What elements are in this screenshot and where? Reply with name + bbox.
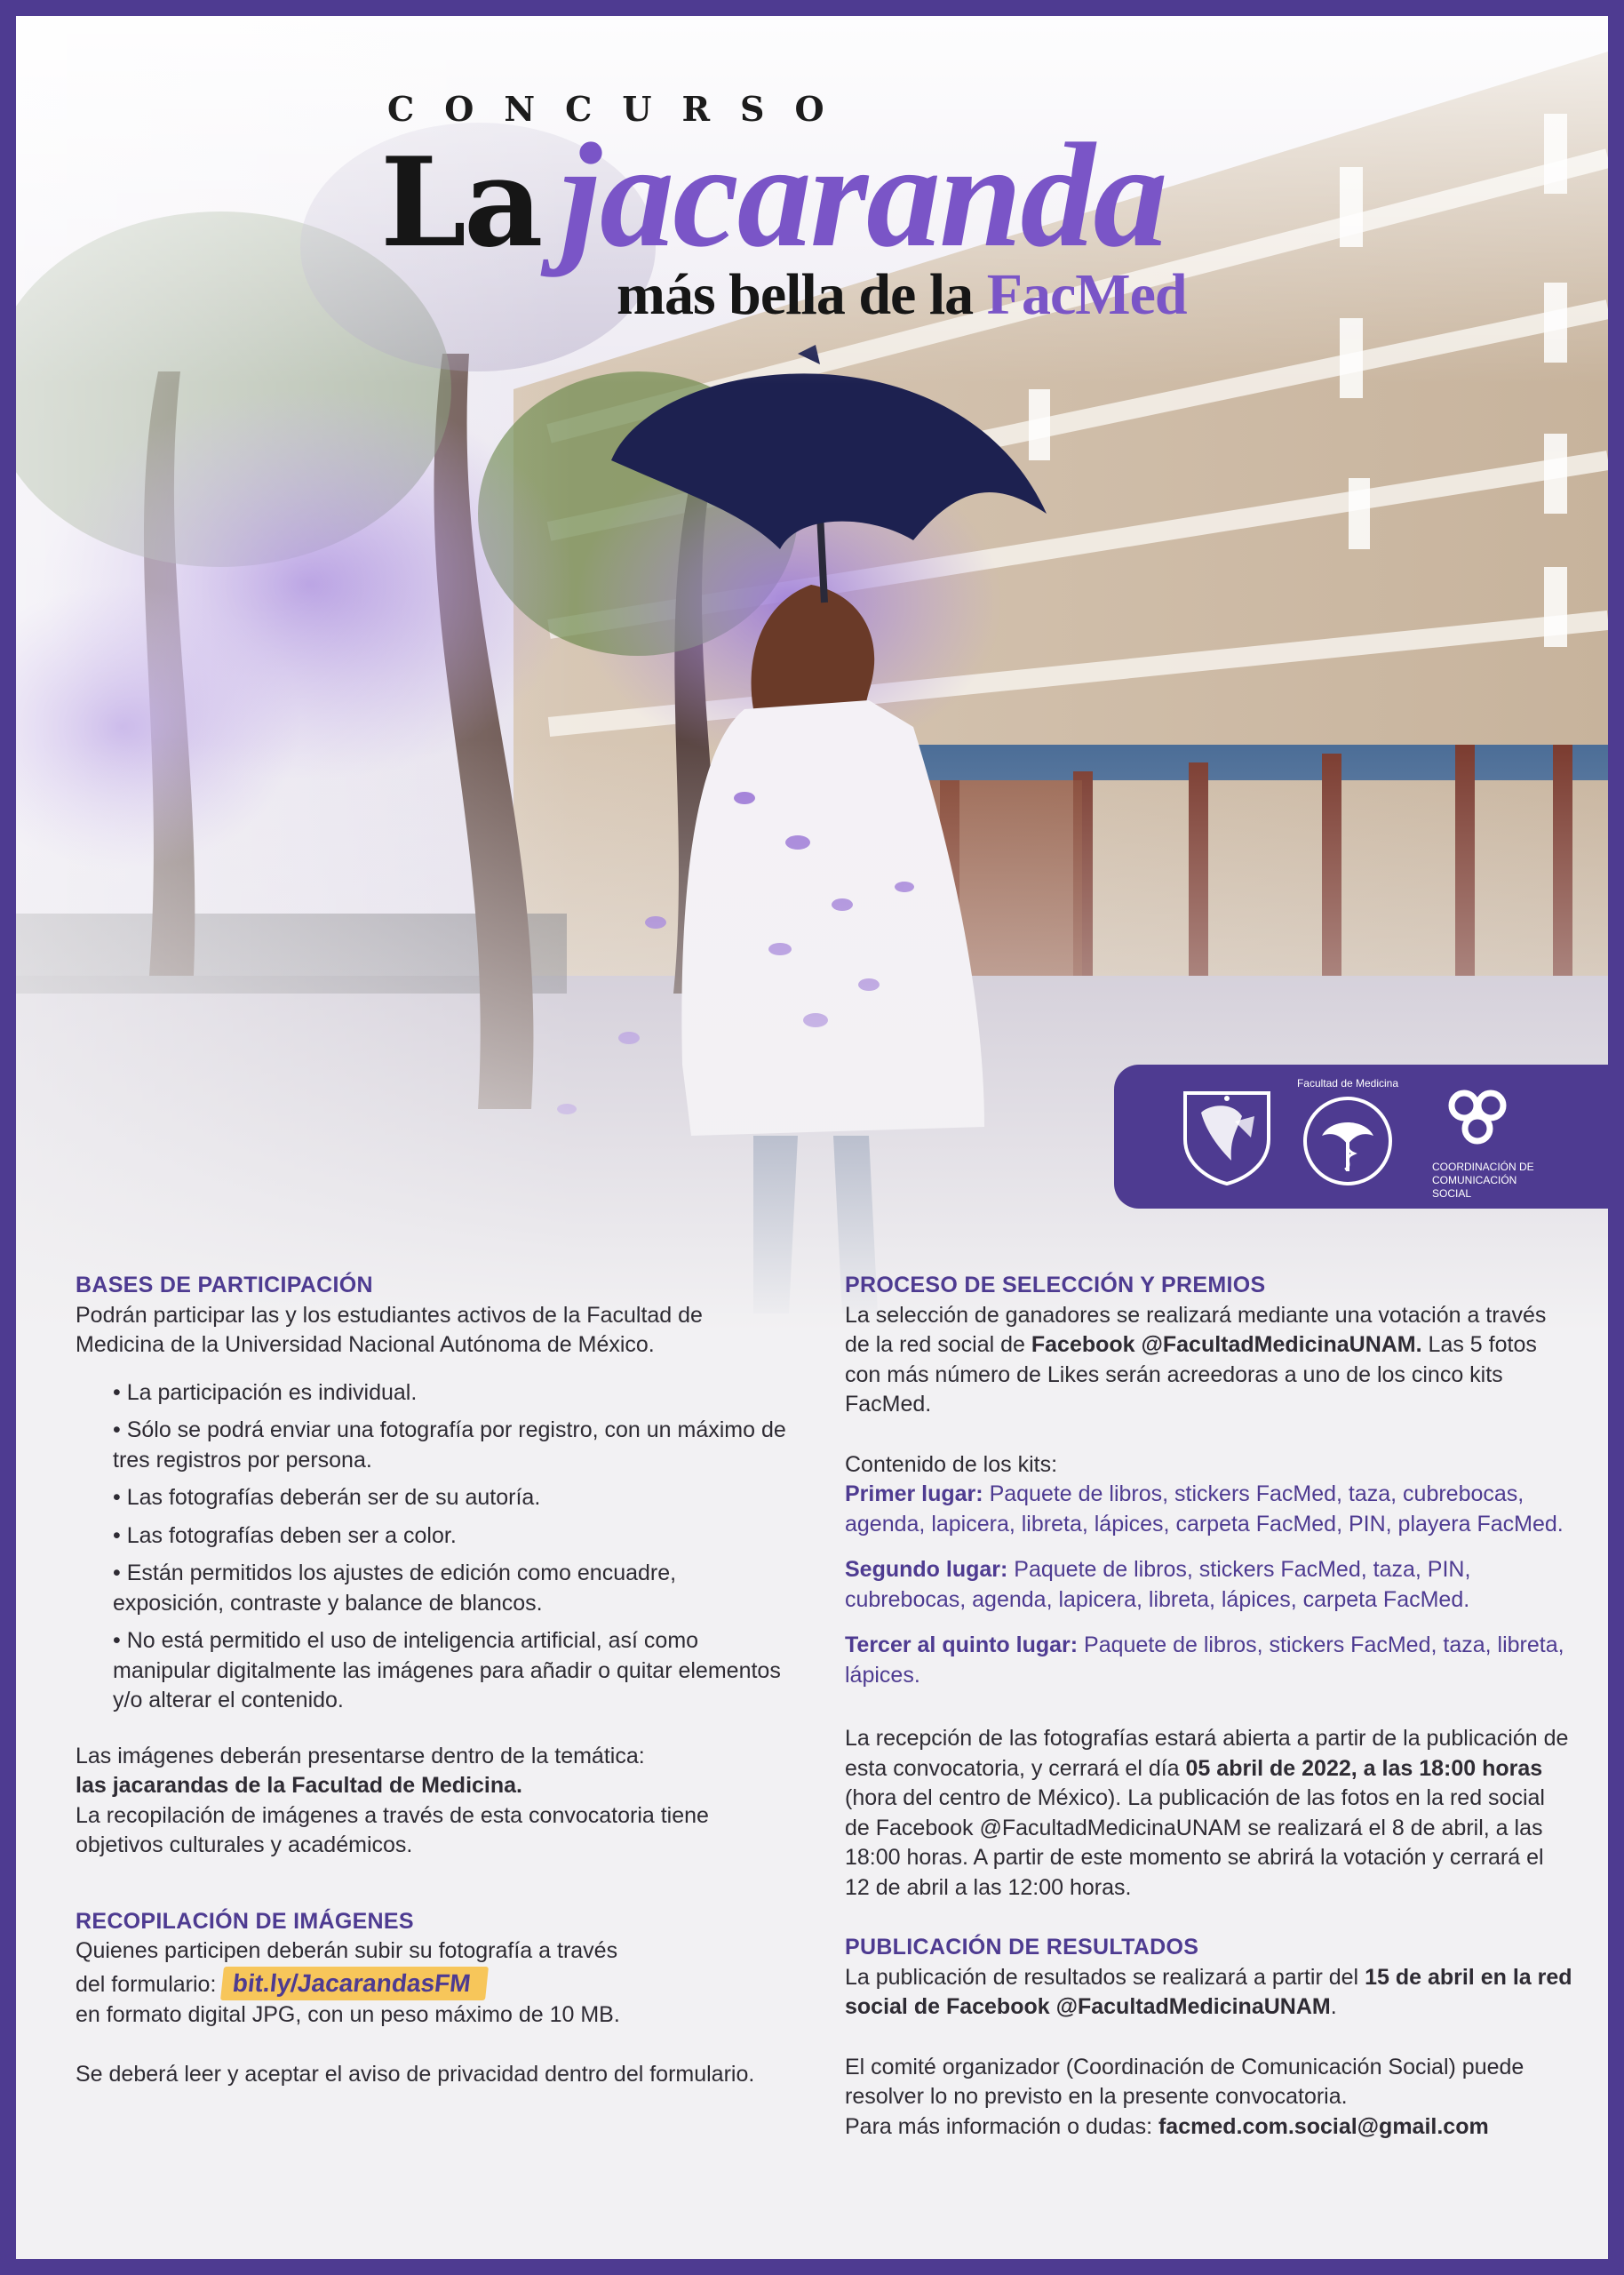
- form-label: del formulario:: [76, 1971, 217, 1997]
- contact-line: [845, 2112, 1573, 2143]
- poster-page: [16, 16, 1608, 2259]
- unam-shield-icon: [1180, 1086, 1274, 1185]
- theme-line-1: Las imágenes deberán presentarse dentro de la temática:: [76, 1743, 645, 1768]
- title-subtitle-text: más bella de la: [617, 262, 974, 327]
- privacy-note: Se deberá leer y aceptar el aviso de privacidad dentro del formulario.: [76, 2062, 755, 2087]
- proceso-heading: PROCESO DE SELECCIÓN Y PREMIOS: [845, 1273, 1266, 1297]
- contact-email[interactable]: facmed.com.social@gmail.com: [1158, 2113, 1489, 2139]
- logo-panel: [1114, 1065, 1608, 1209]
- prize-label: Primer lugar:: [845, 1481, 983, 1506]
- publicacion-bold: 15 de abril en la red social de Facebook @FacultadMedicinaUNAM: [845, 1964, 1572, 2019]
- bases-bullet: • Están permitidos los ajustes de edición como encuadre, exposición, contraste y balance de blancos.: [113, 1561, 677, 1616]
- recopilacion-heading: RECOPILACIÓN DE IMÁGENES: [76, 1908, 414, 1934]
- title-kicker: CONCURSO: [387, 89, 855, 129]
- facmed-shield-icon: [1295, 1082, 1400, 1187]
- publicacion-heading: PUBLICACIÓN DE RESULTADOS: [845, 1935, 1199, 1960]
- title-main: [380, 113, 1166, 278]
- proceso-intro-text: La selección de ganadores se realizará mediante una votación a través de la red social de: [845, 1302, 1547, 1357]
- reception-date: 05 abril de 2022, a las 18:00 horas: [1185, 1755, 1543, 1781]
- committee-note: El comité organizador (Coordinación de Comunicación Social) puede resolver lo no previsto en la presente convocatoria.: [845, 2054, 1524, 2109]
- bases-intro: Podrán participar las y los estudiantes activos de la Facultad de Medicina de la Universidad Nacional Autónoma de México.: [76, 1302, 703, 1357]
- publicacion-text: [845, 1963, 1573, 2023]
- publicacion-end: .: [1330, 1994, 1337, 2019]
- bases-bullet: • La participación es individual.: [113, 1379, 418, 1405]
- recopilacion-text-2: [76, 1967, 786, 2000]
- title-main-la: La: [380, 130, 541, 275]
- prize-item: [845, 1555, 1573, 1615]
- reception-text: [845, 1724, 1573, 1903]
- title-subtitle-facmed: FacMed: [986, 262, 1187, 327]
- form-link[interactable]: bit.ly/JacarandasFM: [220, 1967, 489, 2000]
- publicacion-text-1: La publicación de resultados se realizará a partir del: [845, 1964, 1359, 1990]
- theme-line-2: [76, 1771, 786, 1801]
- ccs-logo: [1413, 1086, 1546, 1200]
- recopilacion-text-1: Quienes participen deberán subir su fotografía a través: [76, 1938, 618, 1963]
- prize-text: Paquete de libros, stickers FacMed, taza, cubrebocas, agenda, lapicera, libreta, lápices, carpeta FacMed, PIN, playera FacMed.: [845, 1481, 1564, 1537]
- prize-item: [845, 1480, 1573, 1539]
- title-main-jacaranda: jacaranda: [560, 113, 1166, 278]
- left-column: [76, 1271, 786, 2090]
- bases-heading: BASES DE PARTICIPACIÓN: [76, 1273, 373, 1297]
- theme-line-3: La recopilación de imágenes a través de esta convocatoria tiene objetivos culturales y académicos.: [76, 1802, 709, 1857]
- title-subtitle: [617, 261, 1187, 329]
- bases-bullet: • No está permitido el uso de inteligencia artificial, así como manipular digitalmente las imágenes para añadir o quitar elementos y/o alterar el contenido.: [113, 1628, 781, 1712]
- prize-list: [845, 1480, 1573, 1690]
- prize-label: Segundo lugar:: [845, 1557, 1008, 1582]
- ccs-text-line1: COORDINACIÓN DE: [1432, 1161, 1534, 1173]
- prize-item: [845, 1631, 1573, 1690]
- proceso-intro-text-2: Las 5 fotos con más número de Likes serán acreedoras a uno de los cinco kits FacMed.: [845, 1332, 1537, 1417]
- facmed-caption: Facultad de Medicina: [1296, 1077, 1399, 1090]
- proceso-facebook: Facebook @FacultadMedicinaUNAM.: [1031, 1332, 1422, 1357]
- bases-bullet: • Sólo se podrá enviar una fotografía por registro, con un máximo de tres registros por persona.: [113, 1417, 786, 1473]
- contact-label: Para más información o dudas:: [845, 2113, 1153, 2139]
- kits-label: Contenido de los kits:: [845, 1451, 1058, 1477]
- ccs-text: [1432, 1161, 1556, 1201]
- bases-bullet: • Las fotografías deberán ser de su autoría.: [113, 1485, 541, 1510]
- bases-list: [76, 1378, 786, 1716]
- reception-text-2: (hora del centro de México).: [845, 1785, 1122, 1810]
- prize-text: Paquete de libros, stickers FacMed, taza, libreta, lápices.: [845, 1632, 1564, 1688]
- right-column: [845, 1271, 1573, 2142]
- facmed-logo: [1295, 1077, 1400, 1187]
- reception-text-3: La publicación de las fotos en la red social de Facebook @FacultadMedicinaUNAM se realizará el 8 de abril, a las 18:00 horas. A partir de este momento se abrirá la votación y cerrará el 12 de abril a las 12:00 horas.: [845, 1785, 1545, 1900]
- reception-text-1: La recepción de las fotografías estará abierta a partir de la publicación de esta convocatoria, y cerrará el día: [845, 1726, 1569, 1781]
- theme-bold: las jacarandas de la Facultad de Medicina.: [76, 1773, 522, 1798]
- ccs-text-line2: COMUNICACIÓN SOCIAL: [1432, 1174, 1517, 1200]
- trefoil-icon: [1413, 1086, 1546, 1161]
- prize-label: Tercer al quinto lugar:: [845, 1632, 1079, 1657]
- recopilacion-text-3: en formato digital JPG, con un peso máximo de 10 MB.: [76, 2001, 620, 2027]
- prize-text: Paquete de libros, stickers FacMed, taza, PIN, cubrebocas, agenda, lapicera, libreta, lápices, carpeta FacMed.: [845, 1557, 1471, 1612]
- proceso-intro: [845, 1301, 1573, 1420]
- bases-bullet: • Las fotografías deben ser a color.: [113, 1522, 457, 1548]
